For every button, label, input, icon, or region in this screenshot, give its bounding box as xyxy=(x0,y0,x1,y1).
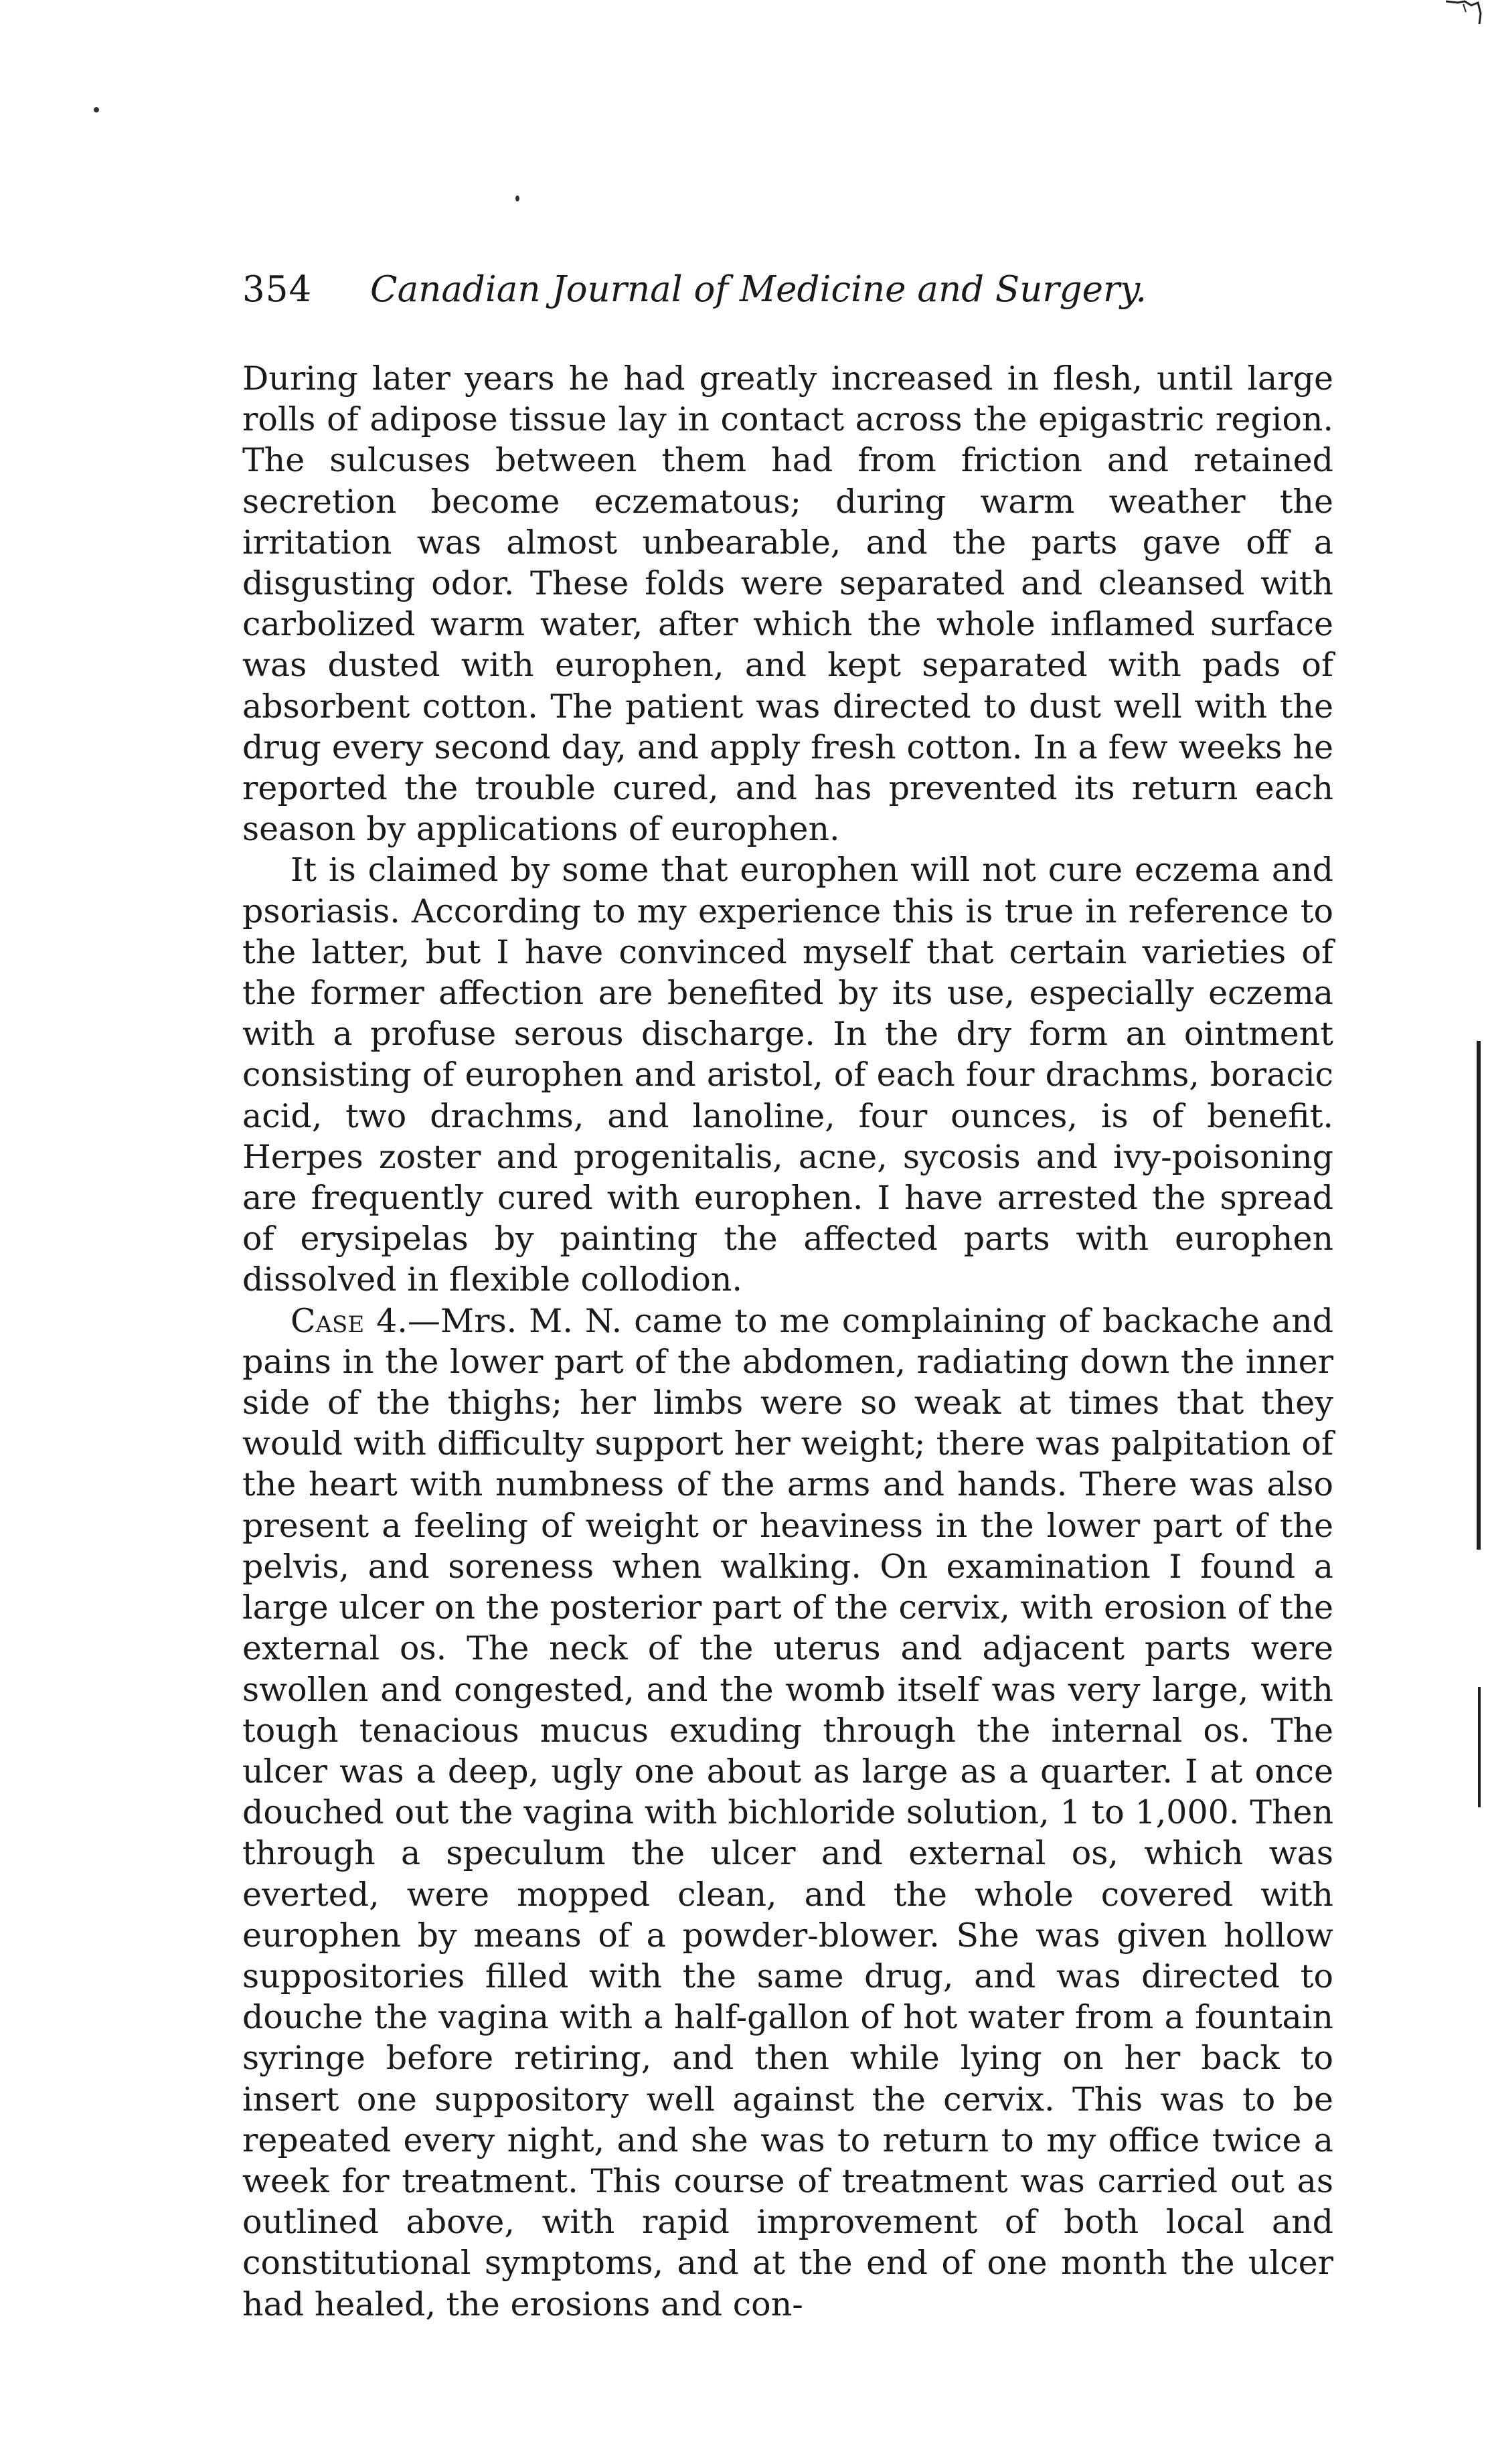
binding-edge-rule xyxy=(1478,1687,1481,1807)
paragraph xyxy=(242,358,1333,849)
running-title: Canadian Journal of Medicine and Surgery. xyxy=(370,269,1147,310)
page-number: 354 xyxy=(242,269,313,310)
scan-corner-artifact xyxy=(1444,0,1482,27)
scan-speck xyxy=(94,107,99,112)
paragraph-text: It is claimed by some that europhen will not cure eczema and psoriasis. According to my experience this is true in reference to the latter, but I have convinced myself that certain varieties of the former affection are benefited by its use, especially eczema with a profuse serous discharge. In the dry form an ointment consisting of europhen and aristol, of each four drachms, boracic acid, two drachms, and lanoline, four ounces, is of benefit. Herpes zoster and progenitalis, acne, sycosis and ivy-poisoning are frequently cured with europhen. I have arrested the spread of erysipelas by painting the affected parts with europhen dissolved in flexible collodion. xyxy=(242,851,1333,1299)
article-body xyxy=(242,358,1333,2325)
paragraph-text: During later years he had greatly increased in flesh, until large rolls of adipose tissue lay in contact across the epigastric region. The sulcuses between them had from friction and retained secretion become eczematous; during warm weather the irritation was almost unbearable, and the parts gave off a disgusting odor. These folds were separated and cleansed with carbolized warm water, after which the whole inflamed surface was dusted with europhen, and kept separated with pads of absorbent cotton. The patient was directed to dust well with the drug every second day, and apply fresh cotton. In a few weeks he reported the trouble cured, and has prevented its return each season by applications of europhen. xyxy=(242,359,1333,849)
case-paragraph xyxy=(242,1301,1333,2325)
running-header xyxy=(242,266,1340,313)
case-label: Case 4. xyxy=(291,1301,408,1340)
paragraph xyxy=(242,849,1333,1300)
binding-edge-rule xyxy=(1477,1041,1481,1550)
paragraph-text: —Mrs. M. N. came to me complaining of backache and pains in the lower part of the abdomen, radiating down the inner side of the thighs; her limbs were so weak at times that they would with difficulty support her weight; there was palpitation of the heart with numbness of the arms and hands. There was also present a feeling of weight or heaviness in the lower part of the pelvis, and soreness when walking. On examination I found a large ulcer on the posterior part of the cervix, with erosion of the external os. The neck of the uterus and adjacent parts were swollen and congested, and the womb itself was very large, with tough tenacious mucus exuding through the internal os. The ulcer was a deep, ugly one about as large as a quarter. I at once douched out the vagina with bichloride solution, 1 to 1,000. Then through a speculum the ulcer and external os, which was everted, were mopped clean, and the whole covered with europhen by means of a powder-blower. She was given hollow suppositories filled with the same drug, and was directed to douche the vagina with a half-gallon of hot water from a fountain syringe before retiring, and then while lying on her back to insert one suppository well against the cervix. This was to be repeated every night, and she was to return to my office twice a week for treatment. This course of treatment was carried out as outlined above, with rapid improvement of both local and constitutional symptoms, and at the end of one month the ulcer had healed, the erosions and con- xyxy=(242,1301,1333,2323)
scan-speck xyxy=(515,195,519,201)
